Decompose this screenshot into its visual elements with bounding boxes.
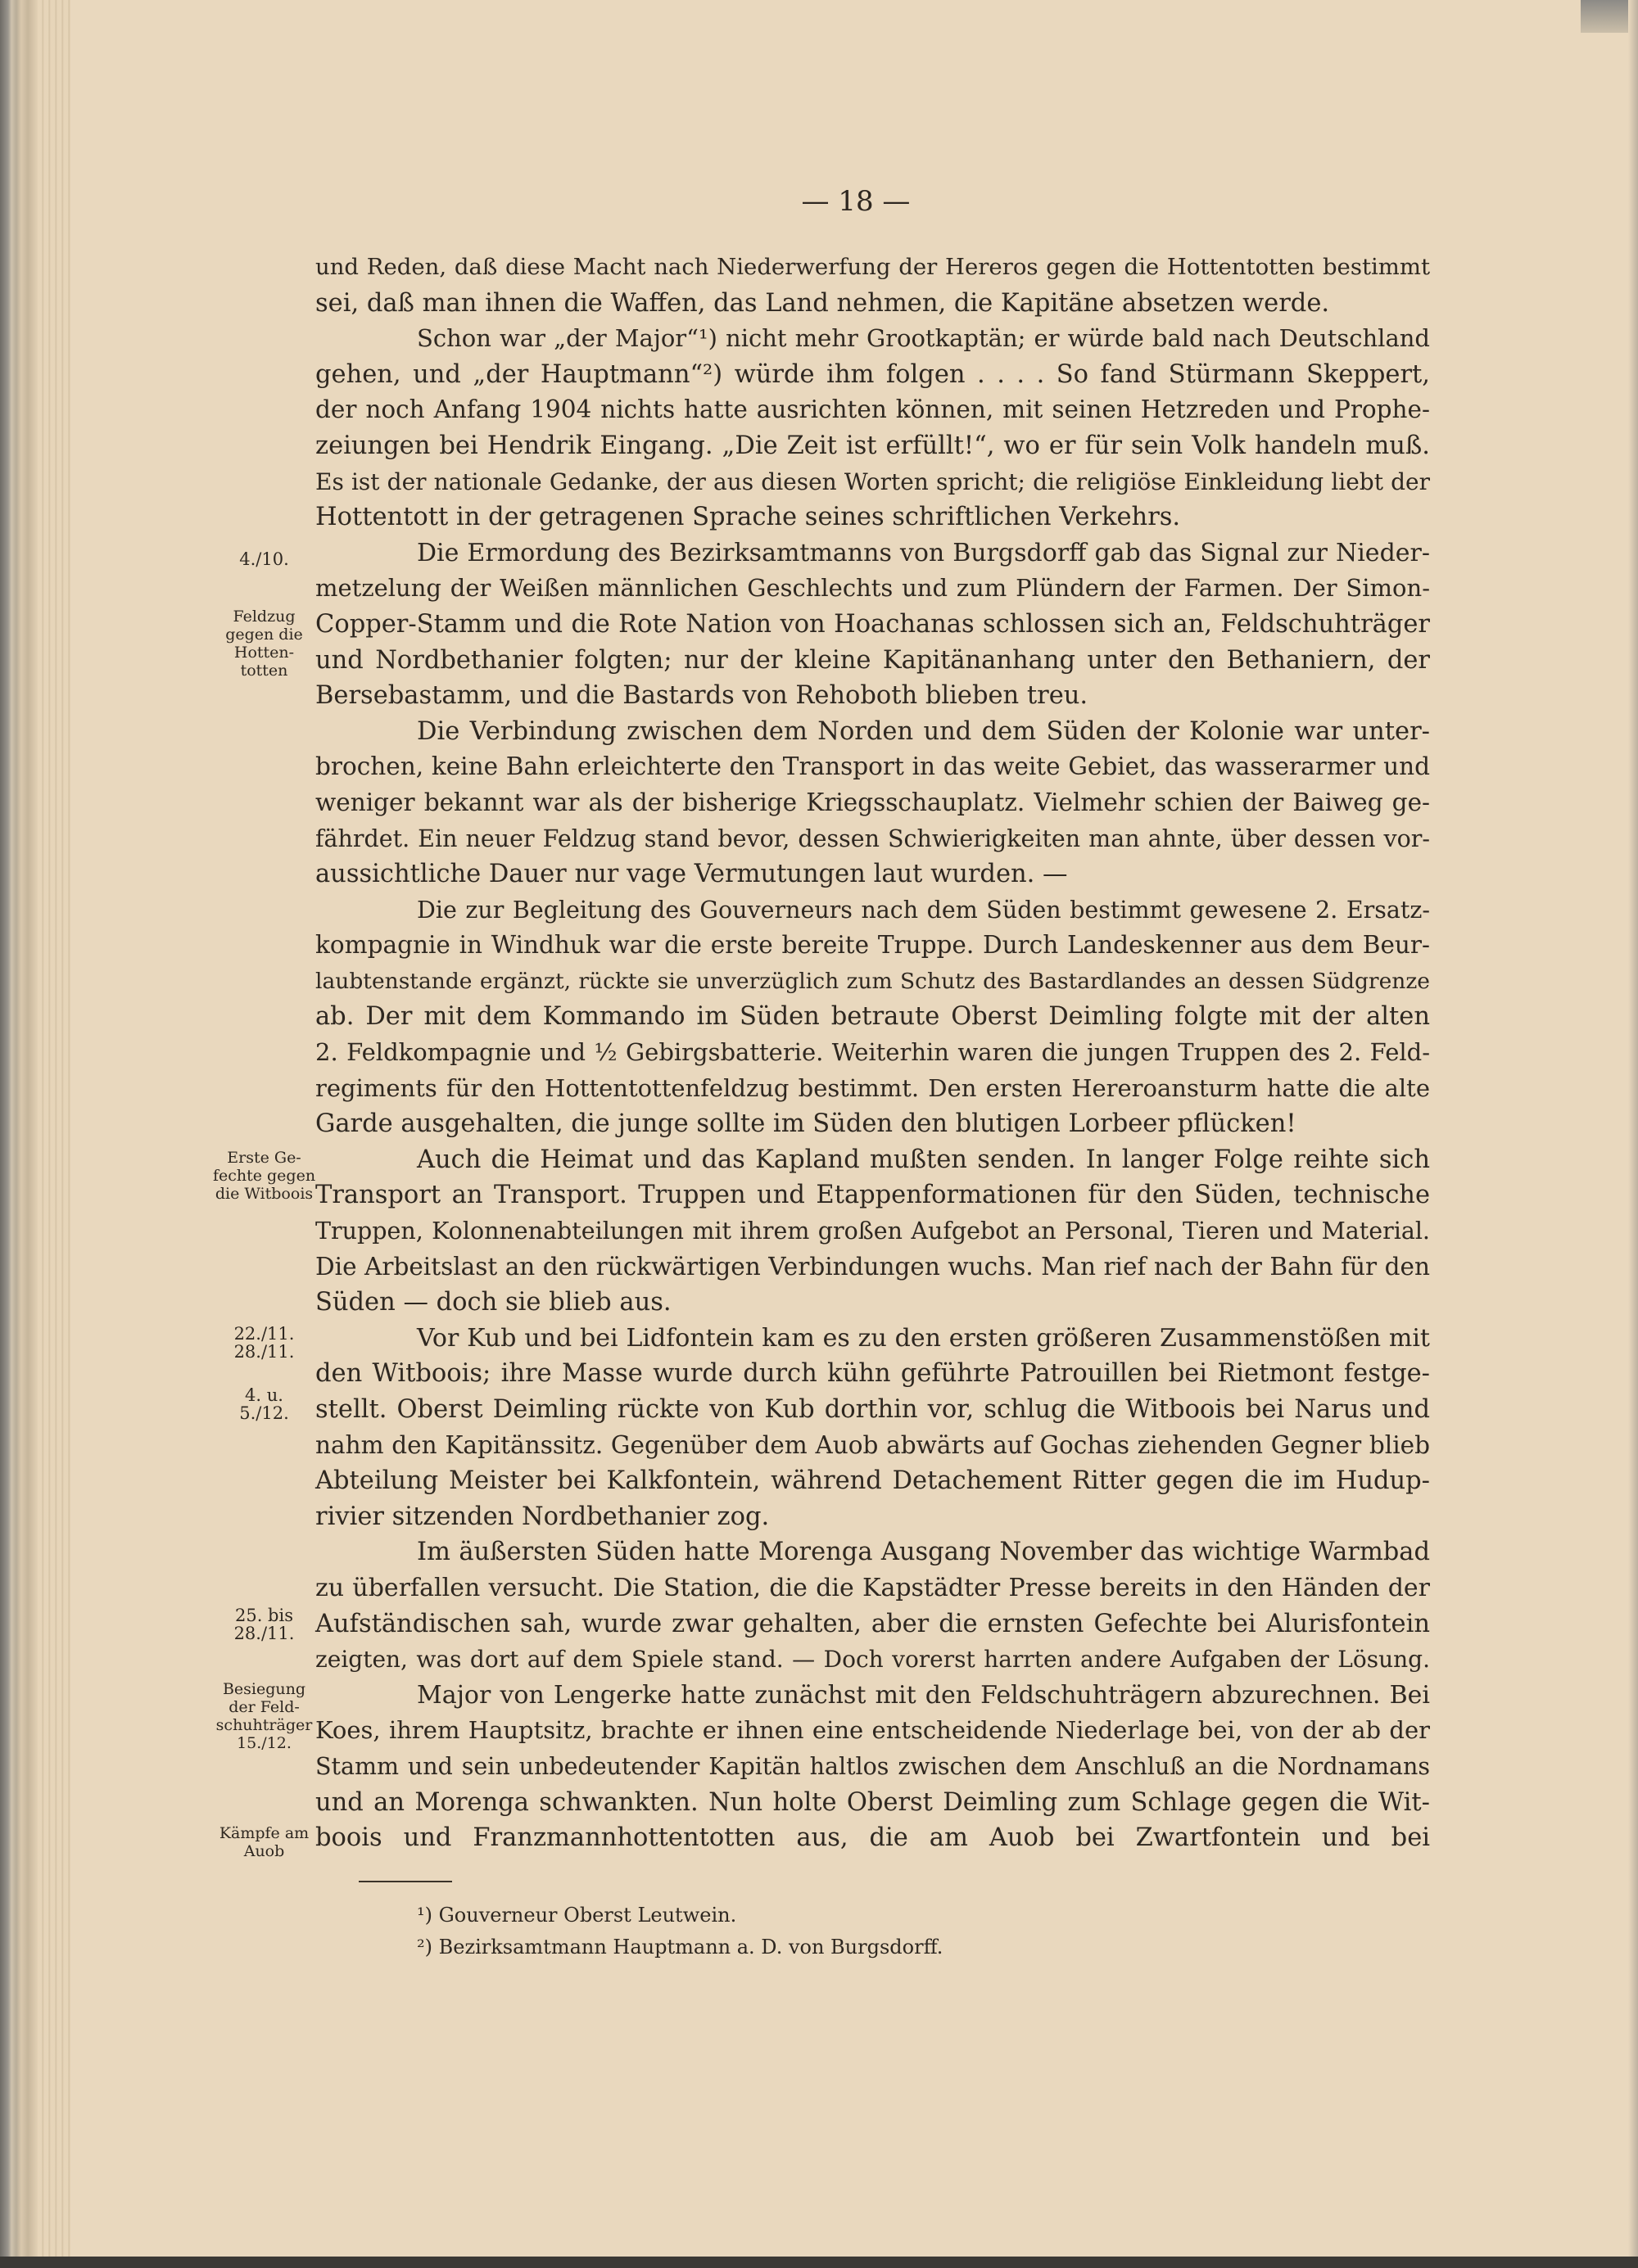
margin-note-besiegung — [205, 1680, 324, 1752]
text-line: ab. Der mit dem Kommando im Süden betraute Oberst Deimling folgte mit der alten — [315, 1002, 1430, 1032]
text-line: rivier sitzenden Nordbethanier zog. — [315, 1502, 770, 1531]
text-line: Bersebastamm, und die Bastards von Rehoboth blieben treu. — [315, 681, 1088, 711]
text-line: weniger bekannt war als der bisherige Kriegsschauplatz. Vielmehr schien der Baiweg ge- — [315, 788, 1430, 816]
page-edges — [38, 0, 70, 2268]
text-line: Aufständischen sah, wurde zwar gehalten, aber die ernsten Gefechte bei Alurisfontein — [315, 1609, 1430, 1638]
text-line: den Witboois; ihre Masse wurde durch kühn geführte Patrouillen bei Rietmont festge- — [315, 1359, 1430, 1389]
text-line: metzelung der Weißen männlichen Geschlechts und zum Plündern der Farmen. Der Simon- — [315, 574, 1430, 603]
text-line: regiments für den Hottentottenfeldzug bestimmt. Den ersten Hereroansturm hatte die alte — [315, 1073, 1430, 1102]
margin-note-line: 28./11. — [233, 1624, 295, 1643]
margin-note-line: 5./12. — [239, 1403, 289, 1423]
text-line: Die Verbindung zwischen dem Norden und dem Süden der Kolonie war unter- — [417, 716, 1430, 746]
text-line: kompagnie in Windhuk war die erste bereite Truppe. Durch Landeskenner aus dem Beur- — [315, 931, 1430, 960]
text-line: und Reden, daß diese Macht nach Niederwerfung der Hereros gegen die Hottentotten bestimmt — [315, 254, 1430, 280]
margin-note-date — [205, 1386, 324, 1422]
text-line: Transport an Transport. Truppen und Etappenformationen für den Süden, technische — [315, 1181, 1430, 1210]
margin-note-line: Hotten- — [233, 644, 295, 662]
text-line: laubtenstande ergänzt, rückte sie unverzüglich zum Schutz des Bastardlandes an dessen Südgrenze — [315, 968, 1430, 994]
right-page-edge — [1628, 0, 1638, 2268]
text-line: zu überfallen versucht. Die Station, die die Kapstädter Presse bereits in den Händen der — [315, 1573, 1430, 1602]
text-line: brochen, keine Bahn erleichterte den Transport in das weite Gebiet, das wasserarmer und — [315, 752, 1430, 781]
text-line: zeigten, was dort auf dem Spiele stand. — Doch vorerst harrten andere Aufgaben der Lösung. — [315, 1646, 1430, 1674]
text-line: aussichtliche Dauer nur vage Vermutungen laut wurden. — — [315, 860, 1068, 889]
page-number: — 18 — — [801, 185, 911, 218]
text-line: Die Arbeitslast an den rückwärtigen Verbindungen wuchs. Man rief nach der Bahn für den — [315, 1252, 1430, 1281]
text-line: Auch die Heimat und das Kapland mußten senden. In langer Folge reihte sich — [417, 1145, 1430, 1174]
margin-note-date — [205, 550, 324, 568]
text-line: und an Morenga schwankten. Nun holte Oberst Deimling zum Schlage gegen die Wit- — [315, 1787, 1430, 1817]
text-line: Es ist der nationale Gedanke, der aus diesen Worten spricht; die religiöse Einkleidung liebt der — [315, 468, 1430, 495]
text-line: nahm den Kapitänssitz. Gegenüber dem Auob abwärts auf Gochas ziehenden Gegner blieb — [315, 1430, 1430, 1459]
footnote-2: ²) Bezirksamtmann Hauptmann a. D. von Burgsdorff. — [417, 1936, 943, 1959]
text-line: Die zur Begleitung des Gouverneurs nach dem Süden bestimmt gewesene 2. Ersatz- — [417, 896, 1430, 924]
margin-note-feldzug — [205, 608, 324, 680]
text-line: Truppen, Kolonnenabteilungen mit ihrem großen Aufgebot an Personal, Tieren und Material. — [315, 1218, 1430, 1245]
margin-note-line: 22./11. — [233, 1324, 295, 1344]
margin-note-line: Auob — [243, 1842, 285, 1860]
margin-note-date — [205, 1606, 324, 1642]
margin-note-erste-gefechte — [205, 1149, 324, 1203]
margin-note-line: fechte gegen — [212, 1167, 316, 1185]
text-line: Koes, ihrem Hauptsitz, brachte er ihnen eine entscheidende Niederlage bei, von der ab der — [315, 1716, 1430, 1745]
margin-note-line: die Witboois — [215, 1185, 314, 1203]
text-line: und Nordbethanier folgten; nur der kleine Kapitänanhang unter den Bethaniern, der — [315, 645, 1430, 675]
text-line: Die Ermordung des Bezirksamtmanns von Burgsdorff gab das Signal zur Nieder- — [417, 538, 1430, 567]
text-line: Stamm und sein unbedeutender Kapitän haltlos zwischen dem Anschluß an die Nordnamans — [315, 1752, 1430, 1780]
text-line: der noch Anfang 1904 nichts hatte ausrichten können, mit seinen Hetzreden und Prophe- — [315, 395, 1430, 424]
margin-note-line: schuhträger — [215, 1716, 313, 1734]
margin-note-line: 4. u. — [245, 1385, 283, 1405]
text-line: 2. Feldkompagnie und ½ Gebirgsbatterie. Weiterhin waren die jungen Truppen des 2. Feld- — [315, 1038, 1430, 1067]
margin-note-line: Kämpfe am — [219, 1824, 310, 1842]
margin-note-line: totten — [240, 662, 288, 680]
text-line: Vor Kub und bei Lidfontein kam es zu den ersten größeren Zusammenstößen mit — [417, 1323, 1430, 1353]
text-line: fährdet. Ein neuer Feldzug stand bevor, dessen Schwierigkeiten man ahnte, über dessen vor- — [315, 825, 1430, 852]
margin-note-date — [205, 1325, 324, 1361]
text-line: Süden — doch sie blieb aus. — [315, 1288, 672, 1317]
scan-bottom-border — [0, 2257, 1638, 2268]
margin-note-line: 28./11. — [233, 1342, 295, 1362]
footnote-1: ¹) Gouverneur Oberst Leutwein. — [417, 1904, 737, 1927]
text-line: boois und Franzmannhottentotten aus, die am Auob bei Zwartfontein und bei — [315, 1823, 1430, 1853]
text-line: Hottentott in der getragenen Sprache seines schriftlichen Verkehrs. — [315, 503, 1181, 532]
text-line: Schon war „der Major“¹) nicht mehr Grootkaptän; er würde bald nach Deutschland — [417, 324, 1430, 353]
margin-note-line: der Feld- — [229, 1698, 300, 1716]
text-line: zeiungen bei Hendrik Eingang. „Die Zeit ist erfüllt!“, wo er für sein Volk handeln muß. — [315, 431, 1430, 460]
margin-note-line: 4./10. — [239, 549, 289, 569]
text-line: sei, daß man ihnen die Waffen, das Land nehmen, die Kapitäne absetzen werde. — [315, 288, 1330, 318]
text-line: stellt. Oberst Deimling rückte von Kub dorthin vor, schlug die Witboois bei Narus und — [315, 1395, 1430, 1424]
text-line: Garde ausgehalten, die junge sollte im Süden den blutigen Lorbeer pflücken! — [315, 1109, 1296, 1139]
body-text — [315, 250, 1430, 1856]
book-binding — [0, 0, 38, 2268]
text-line: Abteilung Meister bei Kalkfontein, während Detachement Ritter gegen die im Hudup- — [315, 1466, 1430, 1496]
margin-note-line: Feldzug — [233, 608, 296, 626]
margin-note-line: Besiegung — [222, 1680, 306, 1698]
text-line: Im äußersten Süden hatte Morenga Ausgang November das wichtige Warmbad — [417, 1538, 1430, 1567]
margin-note-line: 25. bis — [234, 1606, 293, 1625]
footnote-rule — [359, 1881, 452, 1882]
margin-note-line: Erste Ge- — [227, 1149, 301, 1167]
text-line: Major von Lengerke hatte zunächst mit den Feldschuhträgern abzurechnen. Bei — [417, 1680, 1430, 1710]
margin-note-line: 15./12. — [237, 1734, 292, 1752]
text-line: Copper-Stamm und die Rote Nation von Hoachanas schlossen sich an, Feldschuhträger — [315, 609, 1430, 639]
text-line: gehen, und „der Hauptmann“²) würde ihm folgen . . . . So fand Stürmann Skeppert, — [315, 359, 1430, 389]
margin-note-line: gegen die — [225, 626, 303, 644]
margin-note-kaempfe — [205, 1824, 324, 1860]
